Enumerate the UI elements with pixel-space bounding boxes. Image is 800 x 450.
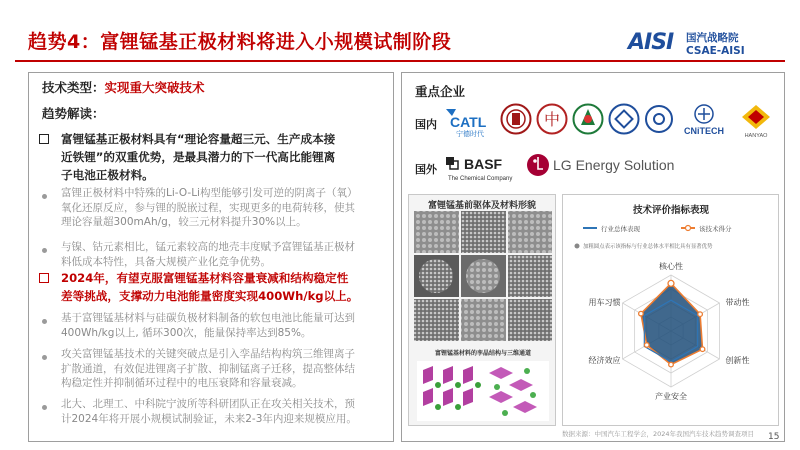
cnitech-text: CNiTECH [684, 126, 724, 136]
catl-mark-icon [444, 103, 496, 137]
paragraph-line: 构稳定性并抑制循环过程中的电压衰降和容量衰减。 [61, 377, 303, 389]
paragraph-line: 与镍、钴元素相比，锰元素较高的地壳丰度赋予富锂锰基正极材 [61, 241, 355, 253]
radar-legend [575, 224, 733, 250]
title-divider [15, 60, 785, 62]
paragraph-line: 北大、北理工、中科院宁波所等科研团队正在攻关相关技术，预 [61, 398, 355, 410]
lg-text: LG Energy Solution [553, 157, 675, 173]
enterprises-heading: 重点企业 [415, 84, 466, 99]
series-this-tech [641, 283, 703, 364]
paragraph-line: 富锂正极材料中特殊的Li-O-Li构型能够引发可逆的阴离子（氧） [61, 187, 358, 199]
square-bullet-icon [39, 273, 49, 283]
dot-bullet-icon [42, 194, 47, 199]
paragraph-line: 基于富锂锰基材料与硅碳负极材料制备的软包电池比能量可达到 [61, 312, 355, 324]
key-enterprises-panel [401, 72, 785, 442]
morphology-figure-title: 富锂锰基前驱体及材料形貌 [427, 201, 536, 211]
paragraph-line: 2024年，有望克服富锂锰基材料容量衰减和结构稳定性 [61, 271, 349, 285]
crystal-structure-illustration [417, 361, 549, 421]
paragraph-line: 料低成本特性，具备大规模产业化竞争优势。 [61, 255, 271, 268]
catl-cn-text: 宁德时代 [456, 130, 484, 137]
paragraph-line: 理论容量超300mAh/g，较三元材料提升30%以上。 [61, 216, 307, 228]
cnitech-logo [677, 103, 731, 137]
radar-point-2 [700, 347, 705, 352]
trend-interpretation-panel [28, 72, 394, 442]
legend-this-label: 该技术得分 [699, 225, 732, 233]
catl-text: CATL [450, 114, 487, 130]
paragraph-line: 富锂锰基正极材料具有“理论容量超三元、生产成本接 [61, 132, 336, 146]
tech-evaluation-radar-chart [562, 194, 779, 426]
paragraph-2 [39, 186, 357, 230]
paragraph-3 [39, 240, 355, 269]
paragraph-line: 氧化还原反应，参与锂的脱嵌过程，实现更多的电荷转移，使其 [61, 201, 355, 214]
radar-axis-label: 核心性 [659, 262, 683, 271]
academy-seal-icon [572, 103, 604, 135]
lg-energy-logo [526, 151, 676, 179]
basf-tagline: The Chemical Company [448, 176, 513, 182]
radar-series [639, 280, 705, 367]
paragraph-line: 400Wh/kg以上, 循环300次，能量保持率达到85%。 [61, 326, 312, 339]
material-morphology-figure [408, 194, 556, 426]
radar-axis-label: 经济效应 [588, 356, 621, 365]
tech-type-line [42, 78, 205, 96]
basf-logo [446, 153, 518, 183]
aisi-logo [628, 28, 788, 62]
tech-type-value: 实现重大突破技术 [104, 80, 205, 95]
data-source: 数据来源：中国汽车工程学会，2024年我国汽车技术趋势调查项目 [562, 430, 755, 438]
radar-point-0 [668, 280, 674, 286]
tech-type-label: 技术类型： [42, 80, 105, 95]
radar-point-5 [639, 311, 644, 316]
hanyao-text: HANYAO [744, 133, 768, 139]
logo-org-en: CSAE-AISI [686, 45, 745, 57]
radar-axis-label: 产业安全 [655, 392, 687, 401]
hanyao-logo [736, 103, 776, 139]
pku-seal-icon [500, 103, 532, 135]
legend-note: 加粗圆点表示该指标与行业总体水平相比具有显著优势 [583, 244, 713, 250]
radar-point-1 [698, 312, 703, 317]
paragraph-4 [39, 269, 358, 305]
square-bullet-icon [39, 134, 49, 144]
logo-org-cn: 国汽战略院 [686, 32, 739, 44]
logo-mark: AISI [628, 30, 674, 55]
paragraph-line: 差等挑战，支撑动力电池能量密度实现400Wh/kg以上。 [61, 289, 359, 303]
paragraph-7 [39, 397, 357, 426]
domestic-label: 国内 [415, 118, 437, 131]
svg-text:中: 中 [543, 110, 561, 129]
sem-micrograph-grid [409, 195, 557, 427]
interpretation-label: 趋势解读： [42, 106, 105, 121]
institute-seal-icon [608, 103, 640, 135]
paragraph-6 [39, 347, 355, 391]
dot-bullet-icon [42, 319, 47, 324]
paragraph-line: 扩散通道，有效促进锂离子扩散、抑制锰离子迁移，提高整体结 [61, 362, 355, 375]
paragraph-line: 攻关富锂锰基技术的关键突破点是引入孪晶结构构筑三维锂离子 [61, 348, 355, 360]
radar-axis-label: 用车习惯 [588, 298, 621, 307]
radar-axis-label: 创新性 [725, 356, 750, 365]
paragraph-line: 计2024年将开展小规模试制验证，未来2-3年内迎来规模应用。 [61, 412, 357, 425]
legend-overall-label: 行业总体表现 [601, 225, 640, 233]
paragraph-line: 子电池正极材料。 [61, 168, 154, 182]
foreign-label: 国外 [415, 163, 437, 176]
crystal-structure-caption: 富锂锰基材料的孪晶结构与三维通道 [434, 350, 532, 357]
gear-seal-icon [644, 103, 674, 135]
paragraph-5 [39, 311, 355, 340]
dot-bullet-icon [42, 248, 47, 253]
radar-point-4 [644, 343, 649, 348]
radar-title: 技术评价指标表现 [632, 205, 710, 216]
paragraph-1 [39, 130, 335, 184]
radar-axis-label: 带动性 [725, 298, 750, 307]
radar-point-3 [669, 362, 674, 367]
basf-text: BASF [464, 156, 503, 172]
radar-svg [563, 195, 780, 427]
catl-logo [444, 103, 496, 137]
university-seal-icon [536, 103, 568, 135]
page-title: 趋势4：富锂锰基正极材料将进入小规模试制阶段 [28, 31, 452, 53]
dot-bullet-icon [42, 355, 47, 360]
page-number: 15 [768, 432, 780, 442]
paragraph-line: 近铁锂”的双重优势，是最具潜力的下一代高比能锂离 [61, 150, 336, 164]
dot-bullet-icon [42, 405, 47, 410]
